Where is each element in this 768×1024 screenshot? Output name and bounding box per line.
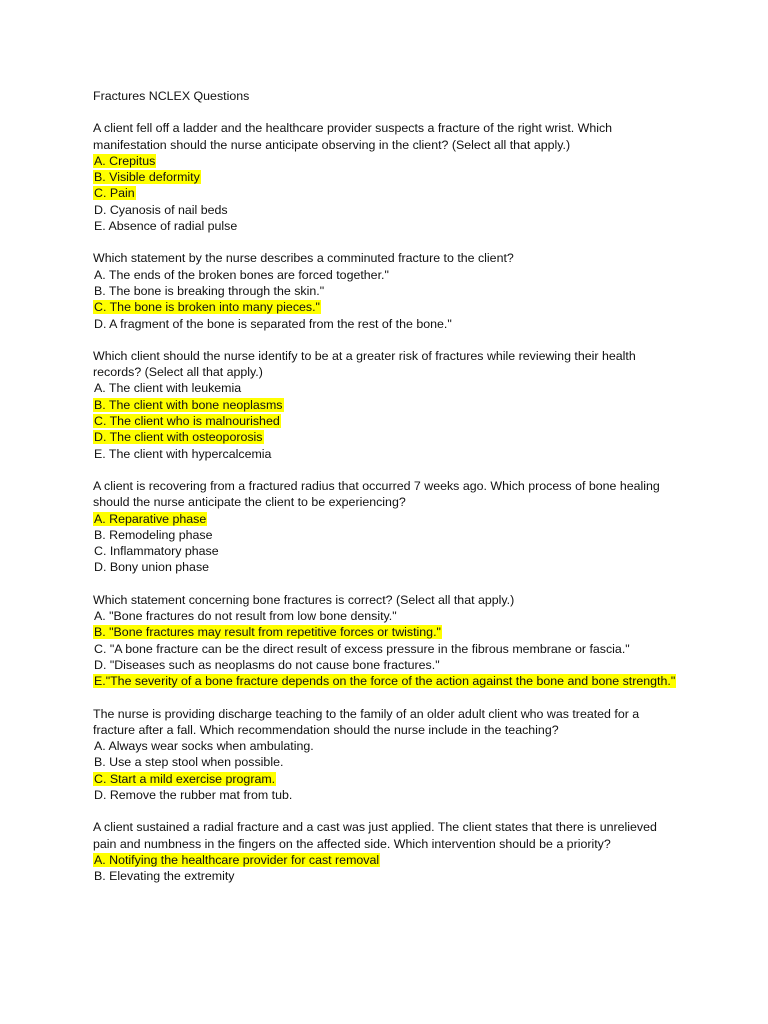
answer-option-text: A. Notifying the healthcare provider for cast removal [94, 852, 380, 867]
answer-option [93, 446, 683, 462]
question-list [93, 120, 683, 884]
answer-option-text: A. The ends of the broken bones are forced together." [94, 267, 389, 282]
answer-option-text: C. Start a mild exercise program. [94, 771, 276, 786]
answer-option-text: A. Crepitus [94, 153, 156, 168]
answer-option-text: D. Remove the rubber mat from tub. [94, 787, 293, 802]
question-stem: Which statement concerning bone fractures is correct? (Select all that apply.) [93, 592, 515, 607]
answer-option [93, 868, 683, 884]
answer-option [93, 738, 683, 754]
answer-option [93, 283, 683, 299]
answer-option-text: E. Absence of radial pulse [94, 219, 238, 234]
question-5 [93, 592, 683, 690]
answer-option-text: E. The client with hypercalcemia [94, 446, 272, 461]
question-stem: Which client should the nurse identify to be at a greater risk of fractures while reviewing their health records? (Select all that apply.) [93, 348, 636, 380]
answer-option-highlighted [93, 429, 683, 445]
answer-option [93, 527, 683, 543]
question-6 [93, 706, 683, 804]
answer-option [93, 202, 683, 218]
answer-option [93, 787, 683, 803]
answer-option [93, 657, 683, 673]
answer-option-text: B. "Bone fractures may result from repetitive forces or twisting." [94, 625, 441, 640]
question-stem: The nurse is providing discharge teaching to the family of an older adult client who was treated for a fracture after a fall. Which recommendation should the nurse include in the teaching? [93, 706, 640, 737]
question-stem: A client is recovering from a fractured radius that occurred 7 weeks ago. Which process of bone healing should the nurse anticipate the client to be experiencing? [93, 478, 660, 510]
answer-option-text: B. The bone is breaking through the skin." [94, 283, 325, 298]
answer-option-text: D. A fragment of the bone is separated from the rest of the bone." [94, 316, 452, 331]
answer-option-text: B. Use a step stool when possible. [94, 755, 284, 770]
answer-option-highlighted [93, 852, 683, 868]
question-stem: A client fell off a ladder and the healthcare provider suspects a fracture of the right wrist. Which manifestation should the nurse anticipate observing in the client? (Select all that apply.) [93, 121, 613, 152]
answer-option [93, 543, 683, 559]
answer-option-text: A. Always wear socks when ambulating. [94, 739, 314, 754]
answer-option-highlighted [93, 169, 683, 185]
answer-option [93, 754, 683, 770]
answer-option-text: B. The client with bone neoplasms [94, 397, 283, 412]
answer-option-highlighted [93, 413, 683, 429]
answer-option [93, 380, 683, 396]
document-title: Fractures NCLEX Questions [93, 89, 250, 103]
document-page [93, 88, 683, 900]
answer-option-text: C. Pain [94, 186, 135, 201]
answer-option [93, 559, 683, 575]
answer-option-highlighted [93, 153, 683, 169]
answer-option-text: D. Cyanosis of nail beds [94, 202, 228, 217]
answer-option [93, 608, 683, 624]
question-2 [93, 250, 683, 331]
answer-option-text: E."The severity of a bone fracture depends on the force of the action against the bone and bone strength." [94, 674, 676, 689]
answer-option-text: A. The client with leukemia [94, 381, 242, 396]
answer-option-text: A. Reparative phase [94, 511, 207, 526]
answer-option-text: B. Remodeling phase [94, 527, 213, 542]
answer-option [93, 316, 683, 332]
answer-option-text: D. Bony union phase [94, 560, 210, 575]
question-4 [93, 478, 683, 576]
answer-option-text: A. "Bone fractures do not result from low bone density." [94, 609, 397, 624]
question-3 [93, 348, 683, 462]
answer-option-highlighted [93, 624, 683, 640]
answer-option-text: C. The bone is broken into many pieces." [94, 300, 320, 315]
question-7 [93, 819, 683, 884]
answer-option-text: C. Inflammatory phase [94, 544, 219, 559]
question-stem: A client sustained a radial fracture and a cast was just applied. The client states that there is unrelieved pain and numbness in the fingers on the affected side. Which intervention should be a priority? [93, 820, 657, 851]
question-stem: Which statement by the nurse describes a comminuted fracture to the client? [93, 251, 514, 266]
answer-option-text: C. The client who is malnourished [94, 414, 280, 429]
answer-option [93, 267, 683, 283]
answer-option-text: B. Elevating the extremity [94, 869, 235, 884]
answer-option-highlighted [93, 771, 683, 787]
answer-option-text: C. "A bone fracture can be the direct result of excess pressure in the fibrous membrane or fascia." [94, 641, 630, 656]
question-1 [93, 120, 683, 234]
answer-option-highlighted [93, 673, 683, 689]
answer-option-highlighted [93, 299, 683, 315]
answer-option [93, 641, 683, 657]
answer-option-highlighted [93, 397, 683, 413]
answer-option-text: D. "Diseases such as neoplasms do not cause bone fractures." [94, 657, 440, 672]
answer-option-highlighted [93, 185, 683, 201]
answer-option-highlighted [93, 511, 683, 527]
answer-option [93, 218, 683, 234]
answer-option-text: D. The client with osteoporosis [94, 430, 263, 445]
answer-option-text: B. Visible deformity [94, 170, 200, 185]
